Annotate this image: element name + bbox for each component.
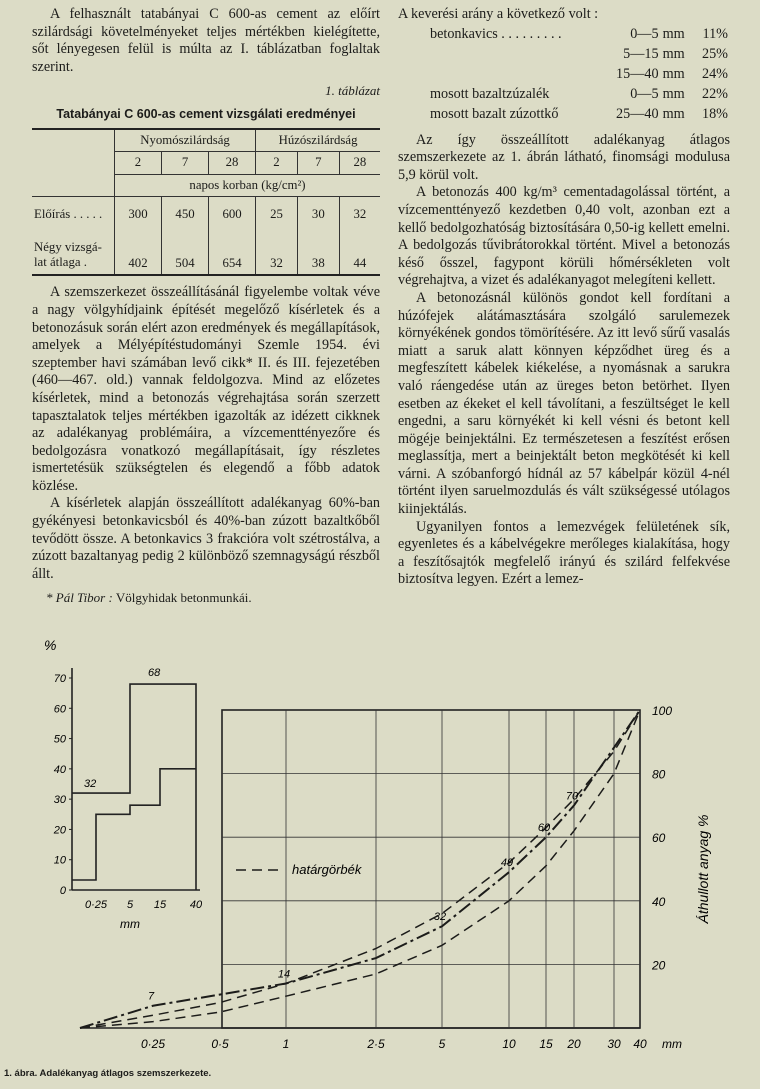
- inset-x-tick-label: 5: [126, 899, 134, 911]
- mix-intro: A keverési arány a következő volt :: [398, 6, 599, 22]
- mix-row: [398, 64, 730, 84]
- table-cell: 402: [115, 232, 162, 275]
- mix-name: [398, 44, 603, 64]
- table-cell: 504: [162, 232, 209, 275]
- mix-unit: mm: [662, 25, 685, 42]
- inset-x-tick-label: 0·25: [84, 899, 108, 911]
- day-cell: 7: [162, 152, 209, 175]
- figure-caption: 1. ábra. Adalékanyag átlagos szemszerkezete.: [4, 1068, 212, 1079]
- mix-range: 0—5: [630, 25, 659, 42]
- mix-name: betonkavics . . . . . . . . .: [430, 25, 562, 42]
- x-tick-label: 15: [539, 1037, 553, 1051]
- x-tick-label: 1: [282, 1037, 290, 1051]
- inset-bar-label: 68: [148, 667, 161, 680]
- x-tick-label: 40: [633, 1037, 647, 1051]
- mix-range: 25—40: [616, 105, 659, 122]
- inset-y-tick-label: 30: [53, 794, 66, 807]
- body-paragraph: A betonozásnál különös gondot kell fordítani a húzófejek alátámasztására szolgáló sarulemezek környékének gondos tömörítésére. Az itt levő sűrű vasalás miatt a saruk alatt könnyen képződhet üreg és a megfeszített kábelek kiékelése, a nyomásnak a sarukra való ráengedése után az üreges beton betörhet. Ilyen esetben az ékeket el kell távolítani, a feszültséget le kell engedni, a saru környékét ki kell vésni és betont kell mögéje beinjektálni. Ez természetesen a feszítést erősen meglassítja, mert a beinjektált beton megkötését ki kell várni. A szóbanforgó hídnál az 57 kábelpár közül 4-nél történt ilyen saruelmozdulás és vált szükségessé utólagos kiinjektálás.: [398, 289, 730, 518]
- mix-unit: mm: [662, 85, 685, 102]
- cement-results-table: [32, 128, 380, 277]
- group-tensile: Húzószilárdság: [256, 129, 380, 152]
- mix-pct: 18%: [701, 105, 728, 122]
- legend-label: határgörbék: [292, 862, 362, 877]
- mix-range: 0—5: [630, 85, 659, 102]
- day-cell: 28: [209, 152, 256, 175]
- x-tick-label: 5: [438, 1037, 446, 1051]
- inset-y-tick-label: 20: [53, 824, 66, 837]
- point-label: 70: [565, 790, 579, 803]
- footnote-author: * Pál Tibor :: [46, 590, 113, 606]
- inset-ylabel: %: [44, 637, 57, 653]
- x-tick-label: 0·25: [140, 1037, 166, 1051]
- table-cell: 450: [162, 197, 209, 233]
- table-number: 1. táblázat: [325, 83, 380, 99]
- mix-pct: 24%: [701, 65, 728, 82]
- row-label: Előírás . . . . .: [34, 207, 103, 222]
- x-tick-label: 30: [607, 1037, 621, 1051]
- table-cell: 654: [209, 232, 256, 275]
- y-tick-label: 60: [652, 831, 666, 846]
- mix-row: [398, 44, 730, 64]
- inset-x-tick-label: 40: [189, 899, 203, 911]
- table-cell: 25: [256, 197, 298, 233]
- footnote-title: Völgyhidak betonmunkái.: [115, 590, 252, 606]
- table-cell: 300: [115, 197, 162, 233]
- point-label: 32: [433, 911, 447, 924]
- mix-unit: mm: [662, 65, 685, 82]
- y-tick-label: 20: [652, 958, 666, 973]
- row-label: Négy vizsgá- lat átlaga .: [32, 232, 115, 275]
- day-cell: 2: [256, 152, 298, 175]
- table-cell: 600: [209, 197, 256, 233]
- inset-y-tick-label: 60: [53, 703, 66, 716]
- point-label: 49: [500, 857, 514, 870]
- y-tick-label: 80: [652, 767, 666, 782]
- mix-row: [398, 104, 730, 124]
- body-paragraph: Ugyanilyen fontos a lemezvégek felületének sík, egyenletes és a kábelvégekre merőleges kialakítása, hogy a feszítősajtók megfelelő irányú és szilárd felfekvése biztosítva legyen. Ezért a lemez-: [398, 518, 730, 588]
- grading-figure: [0, 622, 760, 1068]
- mix-unit: mm: [662, 105, 685, 122]
- day-cell: 28: [339, 152, 380, 175]
- body-paragraph: Az így összeállított adalékanyag átlagos szemszerkezete az 1. ábrán látható, finomsági modulusa 5,9 körül volt.: [398, 131, 730, 183]
- mix-pct: 22%: [701, 85, 728, 102]
- table-corner: [32, 129, 115, 152]
- x-tick-label: 0·5: [211, 1037, 229, 1051]
- table-title: Tatabányai C 600-as cement vizsgálati eredményei: [56, 106, 356, 121]
- point-label: 7: [147, 990, 155, 1003]
- mix-range: 5—15: [623, 45, 659, 62]
- mix-pct: 11%: [702, 25, 728, 42]
- table-cell: 44: [339, 232, 380, 275]
- group-compress: Nyomószilárdság: [115, 129, 256, 152]
- intro-paragraph: A felhasznált tatabányai C 600-as cement az előírt szilárdsági követelményeket teljes mértékben kielégítette, sőt lényegesen felül is múlta az I. táblázatban foglaltak szerint.: [32, 6, 380, 75]
- inset-x-tick-label: 15: [153, 899, 167, 911]
- day-cell: 2: [115, 152, 162, 175]
- body-paragraph: A kísérletek alapján összeállított adalékanyag 60%-ban gyékényesi betonkavicsból és 40%-ban zúzott bazaltkőből tevődött össze. A betonkavics 3 frakcióra volt szétrostálva, a zúzott bazaltanyag pedig 2 különböző szemnagyságú részből állt.: [32, 495, 380, 582]
- table-cell: 30: [297, 197, 339, 233]
- footnote: [32, 589, 380, 607]
- grading-chart: [80, 704, 711, 1051]
- x-tick-label: 2·5: [367, 1037, 385, 1051]
- mix-name: mosott bazalt zúzottkő: [430, 105, 559, 122]
- right-column: [398, 6, 730, 589]
- x-tick-label: 20: [567, 1037, 581, 1051]
- inset-y-tick-label: 70: [53, 673, 66, 685]
- body-paragraph: A szemszerkezet összeállításánál figyelembe voltak véve a nagy völgyhídjaink építését megelőző kísérletek és a betonozásuk során elért azon eredmények és megállapítások, amelyek a Mélyépítéstudományi Szemle 1954. évi szeptember havi számában levő cikk* II. és III. fejezetében (460—467. old.) vannak feldolgozva. Mind az előzetes kísérletek, mind a betonozás végrehajtása során szerzett tapasztalatok teljes mértékben igazolták az idézett cikknek az adalékanyag problémáira, a vízcementtényezőre és bedolgozásra vonatkozó megállapításait, így részletes ismertetésük szükségtelen és elegendő a főbb adatok közlése.: [32, 284, 380, 494]
- table-cell: 32: [339, 197, 380, 233]
- mix-name: [398, 64, 603, 84]
- mix-pct: 25%: [701, 45, 728, 62]
- y-axis-label: Áthullott anyag %: [695, 814, 711, 924]
- x-tick-label: 10: [502, 1037, 516, 1051]
- day-cell: 7: [297, 152, 339, 175]
- mix-name: mosott bazaltzúzalék: [430, 85, 550, 102]
- x-unit-label: mm: [662, 1037, 682, 1051]
- inset-bar-label: 32: [84, 778, 97, 791]
- table-cell: 38: [297, 232, 339, 275]
- inset-y-tick-label: 10: [53, 854, 66, 867]
- y-tick-label: 40: [652, 894, 666, 909]
- left-column: [32, 6, 380, 607]
- inset-histogram: [44, 637, 203, 931]
- table-cell: 32: [256, 232, 298, 275]
- inset-y-tick-label: 50: [53, 733, 66, 746]
- point-label: 60: [537, 822, 551, 835]
- mix-table: [398, 24, 730, 124]
- body-paragraph: A betonozás 400 kg/m³ cementadagolással történt, a vízcementtényező kezdetben 0,40 volt, azonban ezt a kellő bedolgozhatóság biztosítására 0,50-ig kellett emelni. A bedolgozás tűvibrátorokkal történt. Mivel a betonozás késő ősszel, fagypont körüli hőmérsékleten volt végrehajtva, a vizet és adalékanyagot melegíteni kellett.: [398, 184, 730, 289]
- point-label: 14: [277, 968, 291, 981]
- mix-row: [398, 84, 730, 104]
- inset-y-tick-label: 40: [53, 763, 66, 776]
- inset-y-tick-label: 0: [59, 885, 66, 897]
- mix-unit: mm: [662, 45, 685, 62]
- unit-row: napos korban (kg/cm²): [115, 174, 381, 197]
- inset-xunit: mm: [120, 917, 140, 931]
- mix-range: 15—40: [616, 65, 659, 82]
- mix-row: [398, 24, 730, 44]
- y-tick-label: 100: [652, 704, 673, 718]
